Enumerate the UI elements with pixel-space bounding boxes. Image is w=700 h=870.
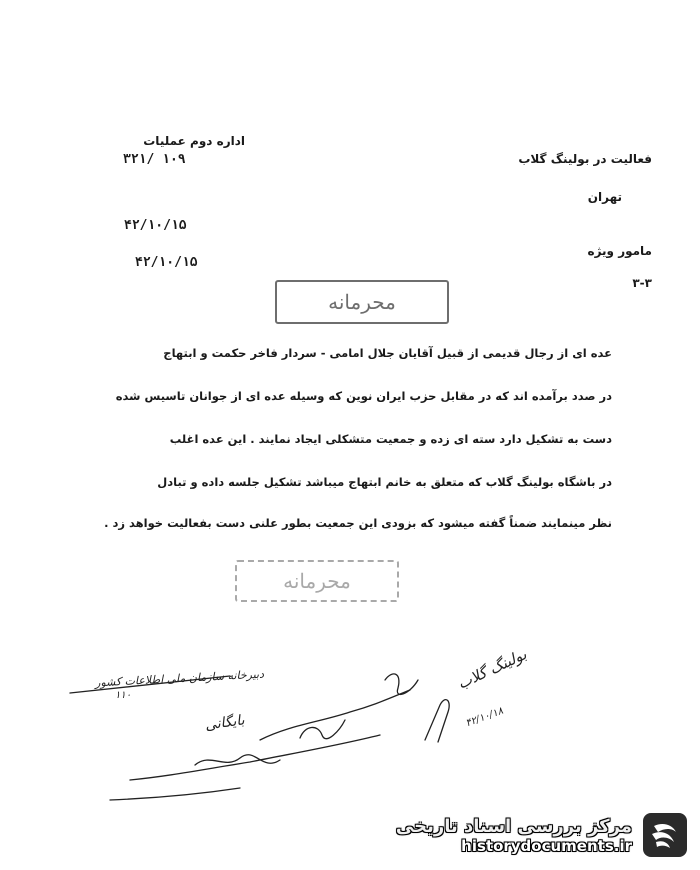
addressee-line: فعالیت در بولینگ گلاب bbox=[518, 152, 652, 166]
archive-watermark bbox=[396, 812, 688, 858]
date-secondary: ۴۲/۱۰/۱۵ bbox=[135, 255, 198, 270]
archive-name: مرکز بررسی اسناد تاریخی bbox=[395, 815, 632, 837]
body-line-3: دست به تشکیل دارد سته ای زده و جمعیت متشکلی ایجاد نمایند . این عده اغلب bbox=[169, 432, 612, 446]
officer-code: ۳-۳ bbox=[632, 276, 652, 290]
body-line-4: در باشگاه بولینگ گلاب که متعلق به خانم ابتهاج میباشد تشکیل جلسه داده و تبادل bbox=[157, 475, 612, 489]
archive-watermark-text bbox=[396, 816, 632, 855]
archive-website: historydocuments.ir bbox=[461, 836, 632, 855]
confidential-stamp-lower-text: محرمانه bbox=[283, 569, 351, 593]
department-heading: اداره دوم عملیات bbox=[143, 134, 245, 148]
officer-label: مامور ویژه bbox=[587, 244, 652, 258]
body-line-5: نظر مینمایند ضمناً گفته میشود که بزودی این جمعیت بطور علنی دست بفعالیت خواهد زد . bbox=[104, 516, 612, 530]
date-primary: ۴۲/۱۰/۱۵ bbox=[124, 218, 187, 233]
handwritten-note-left-sub: ۱۱۰ bbox=[115, 690, 132, 701]
confidential-stamp bbox=[275, 280, 449, 324]
body-line-1: عده ای از رجال قدیمی از قبیل آقایان جلال امامی - سردار فاخر حکمت و ابتهاج bbox=[163, 346, 612, 360]
handwritten-initial: بایگانی bbox=[204, 712, 246, 734]
handwritten-note-right: بولینگ گلاب bbox=[454, 645, 530, 693]
handwritten-date: ۴۲/۱۰/۱۸ bbox=[464, 705, 505, 730]
confidential-stamp-text: محرمانه bbox=[328, 290, 396, 314]
handwritten-note-left: دبیرخانه سازمان ملی اطلاعات کشور bbox=[94, 667, 265, 690]
reference-number: ۳۲۱/ ۱۰۹ bbox=[123, 152, 186, 167]
city-line: تهران bbox=[587, 190, 622, 204]
body-line-2: در صدد برآمده اند که در مقابل حزب ایران نوین که وسیله عده ای از جوانان تاسیس شده bbox=[115, 389, 612, 403]
confidential-stamp-lower bbox=[235, 560, 399, 602]
archive-logo-icon bbox=[642, 812, 688, 858]
